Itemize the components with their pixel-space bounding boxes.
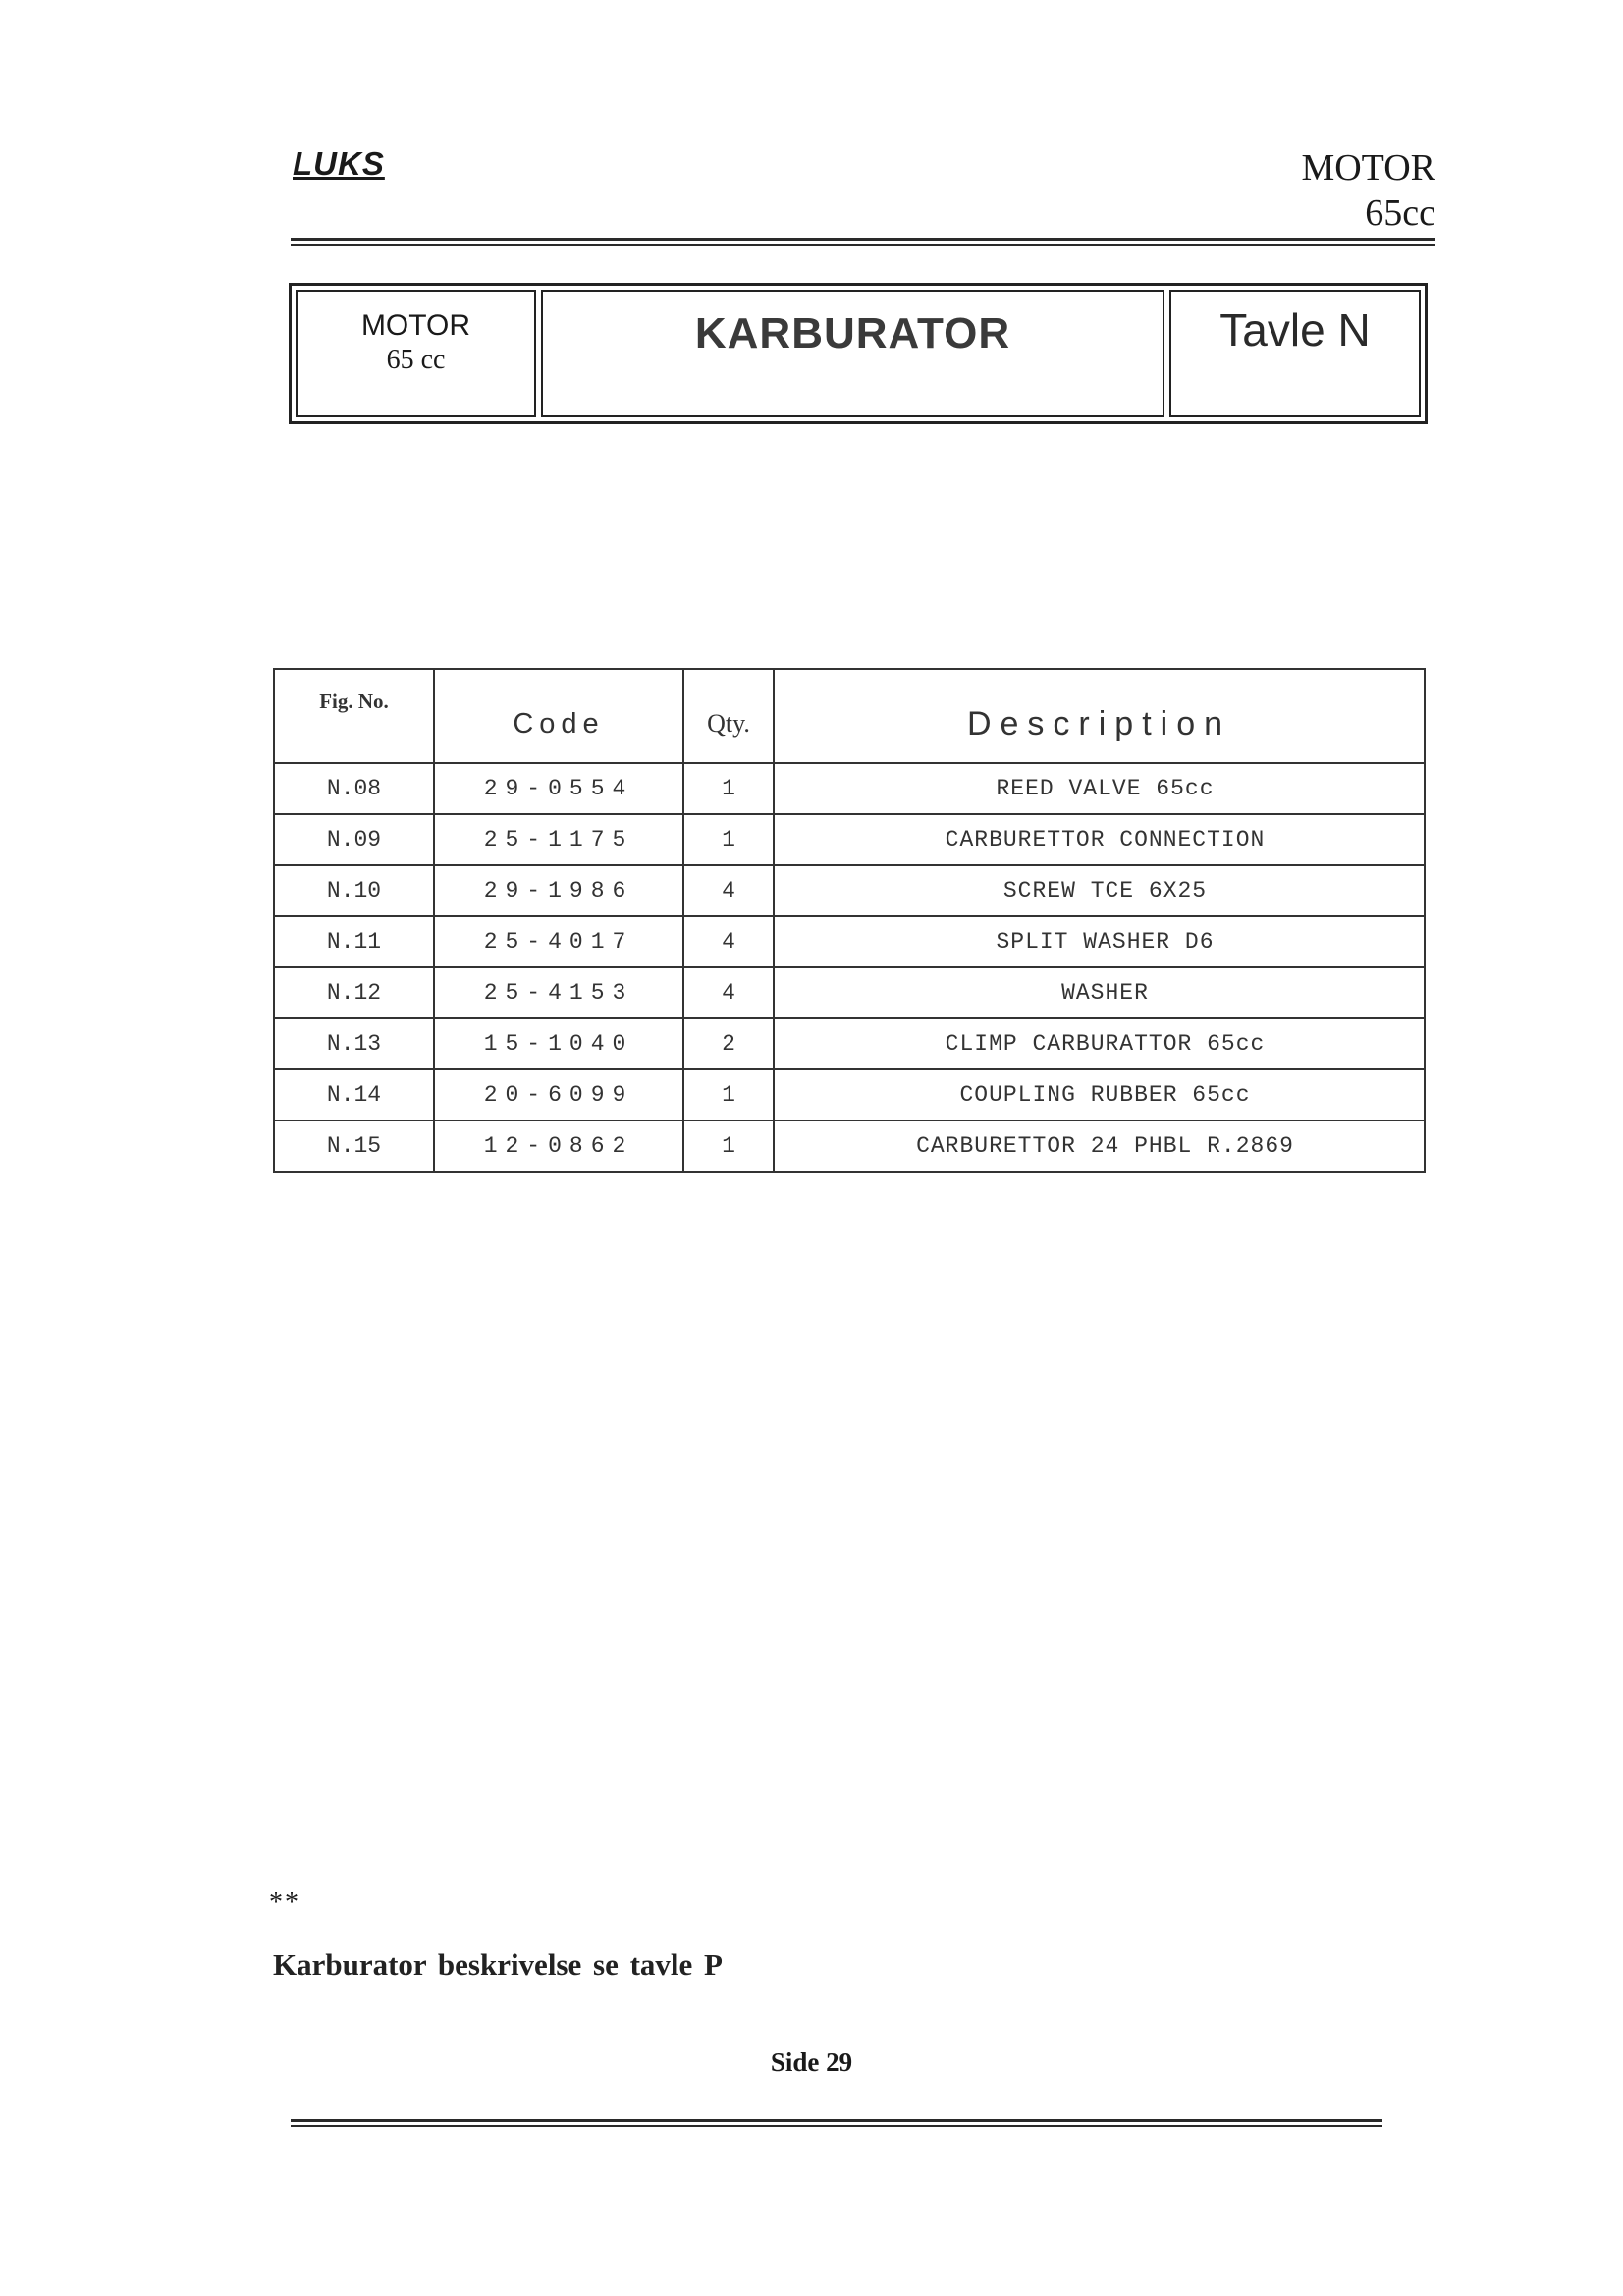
cell-fig-no: N.08 [274, 763, 434, 814]
cell-code: 12-0862 [434, 1121, 683, 1172]
brand-logo: LUKS [293, 145, 385, 182]
cell-description: SCREW TCE 6X25 [774, 865, 1425, 916]
cell-fig-no: N.15 [274, 1121, 434, 1172]
table-row [274, 967, 1425, 1018]
title-box [289, 283, 1428, 424]
header-description: Description [774, 669, 1425, 763]
cell-description: REED VALVE 65cc [774, 763, 1425, 814]
section-title: KARBURATOR [694, 309, 1011, 357]
cell-fig-no: N.09 [274, 814, 434, 865]
table-row [274, 1018, 1425, 1069]
title-box-displacement-label: 65 cc [386, 345, 446, 375]
cell-code: 25-1175 [434, 814, 683, 865]
cell-qty: 4 [683, 865, 774, 916]
footnote-marker: ** [269, 1887, 300, 1918]
cell-fig-no: N.14 [274, 1069, 434, 1121]
table-header-row [274, 669, 1425, 763]
cell-qty: 4 [683, 967, 774, 1018]
cell-qty: 1 [683, 1121, 774, 1172]
table-row [274, 1069, 1425, 1121]
parts-table [273, 668, 1426, 1173]
cell-description: SPLIT WASHER D6 [774, 916, 1425, 967]
title-box-model-cell [296, 290, 536, 417]
cell-fig-no: N.11 [274, 916, 434, 967]
footer-rule [291, 2119, 1382, 2127]
header-motor-label: MOTOR [1301, 147, 1435, 189]
cell-qty: 1 [683, 814, 774, 865]
plate-label: Tavle N [1219, 304, 1371, 355]
table-row [274, 814, 1425, 865]
header-qty: Qty. [683, 669, 774, 763]
cell-qty: 1 [683, 1069, 774, 1121]
cell-fig-no: N.13 [274, 1018, 434, 1069]
table-row [274, 865, 1425, 916]
header-fig-no: Fig. No. [274, 669, 434, 763]
table-row [274, 916, 1425, 967]
cell-code: 29-1986 [434, 865, 683, 916]
cell-code: 29-0554 [434, 763, 683, 814]
cell-qty: 1 [683, 763, 774, 814]
cell-qty: 2 [683, 1018, 774, 1069]
title-box-motor-label: MOTOR [360, 309, 471, 342]
title-box-plate-cell [1169, 290, 1421, 417]
cell-description: COUPLING RUBBER 65cc [774, 1069, 1425, 1121]
cell-code: 25-4017 [434, 916, 683, 967]
cell-fig-no: N.10 [274, 865, 434, 916]
header-code: Code [434, 669, 683, 763]
header-rule [291, 238, 1435, 246]
page-number: Side 29 [770, 2048, 853, 2077]
cell-description: CARBURETTOR 24 PHBL R.2869 [774, 1121, 1425, 1172]
cell-code: 20-6099 [434, 1069, 683, 1121]
cell-fig-no: N.12 [274, 967, 434, 1018]
cell-code: 25-4153 [434, 967, 683, 1018]
cell-qty: 4 [683, 916, 774, 967]
cell-description: CARBURETTOR CONNECTION [774, 814, 1425, 865]
title-box-section-cell [541, 290, 1164, 417]
table-row [274, 1121, 1425, 1172]
table-row [274, 763, 1425, 814]
header-right-block [1217, 145, 1435, 236]
cell-description: WASHER [774, 967, 1425, 1018]
footnote-text: Karburator beskrivelse se tavle P [273, 1947, 723, 1982]
cell-code: 15-1040 [434, 1018, 683, 1069]
cell-description: CLIMP CARBURATTOR 65cc [774, 1018, 1425, 1069]
header-displacement-label: 65cc [1365, 192, 1435, 234]
